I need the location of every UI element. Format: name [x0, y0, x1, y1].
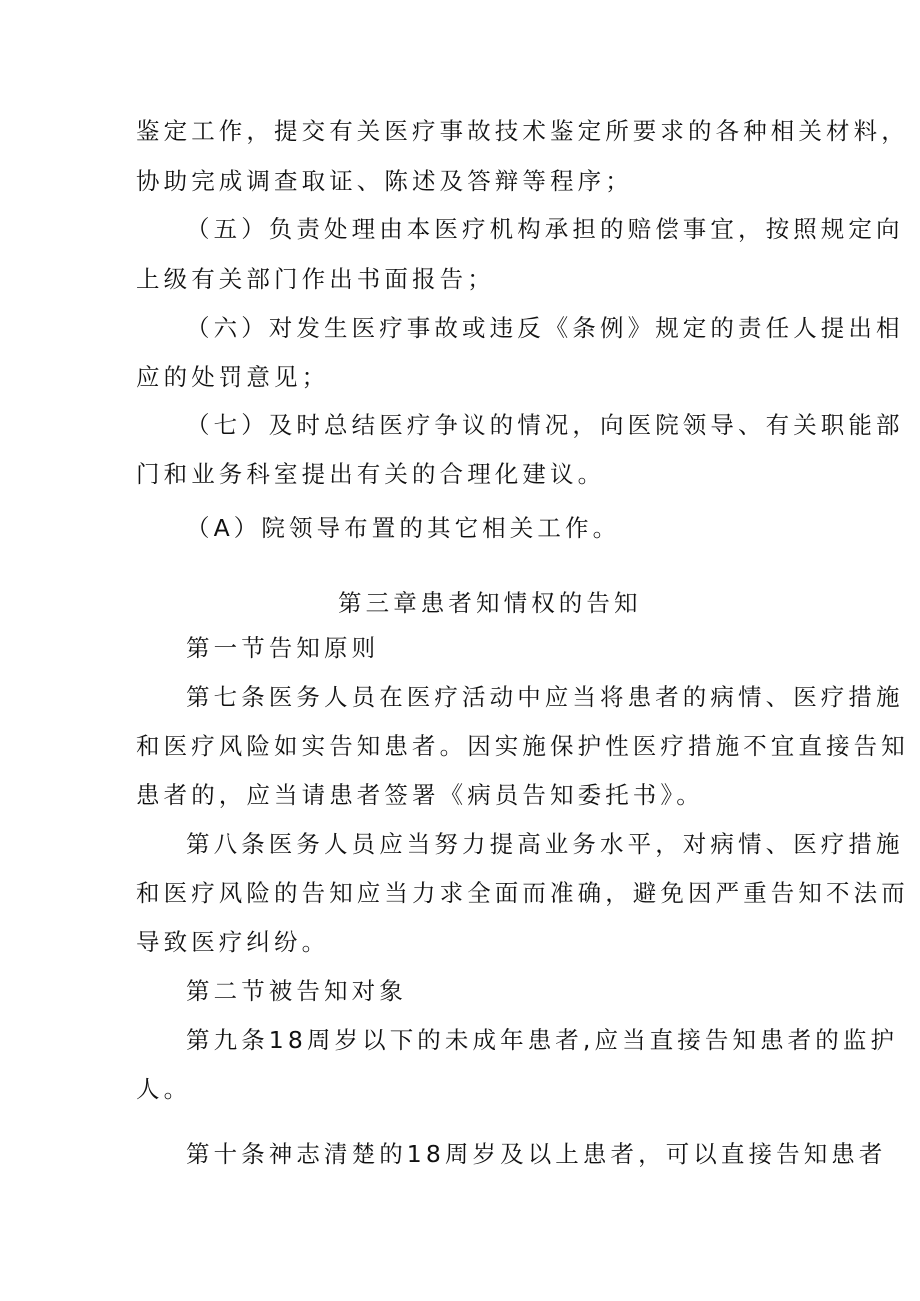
text-line: 第十条神志清楚的18周岁及以上患者，可以直接告知患者 — [186, 1140, 887, 1168]
text-line: （七）及时总结医疗争议的情况，向医院领导、有关职能部 — [186, 411, 904, 439]
text-line: 人。 — [136, 1075, 192, 1103]
section-heading: 第二节被告知对象 — [186, 977, 407, 1005]
text-line: 应的处罚意见； — [136, 363, 330, 391]
text-line: （A）院领导布置的其它相关工作。 — [186, 514, 621, 542]
text-line: 第八条医务人员应当努力提高业务水平，对病情、医疗措施 — [186, 830, 904, 858]
text-line: 协助完成调查取证、陈述及答辩等程序； — [136, 167, 633, 195]
text-line: 鉴定工作，提交有关医疗事故技术鉴定所要求的各种相关材料， — [136, 117, 909, 145]
section-heading: 第一节告知原则 — [186, 634, 380, 662]
text-line: 和医疗风险的告知应当力求全面而准确，避免因严重告知不法而 — [136, 879, 909, 907]
text-line: 导致医疗纠纷。 — [136, 928, 330, 956]
text-line: （五）负责处理由本医疗机构承担的赔偿事宜，按照规定向 — [186, 215, 904, 243]
text-line: 第九条18周岁以下的未成年患者,应当直接告知患者的监护 — [186, 1026, 899, 1054]
text-line: 门和业务科室提出有关的合理化建议。 — [136, 460, 606, 488]
chapter-heading: 第三章患者知情权的告知 — [338, 589, 642, 617]
text-line: 上级有关部门作出书面报告； — [136, 265, 495, 293]
text-line: 第七条医务人员在医疗活动中应当将患者的病情、医疗措施 — [186, 683, 904, 711]
text-line: （六）对发生医疗事故或违反《条例》规定的责任人提出相 — [186, 314, 904, 342]
text-line: 和医疗风险如实告知患者。因实施保护性医疗措施不宜直接告知 — [136, 732, 909, 760]
text-line: 患者的，应当请患者签署《病员告知委托书》。 — [136, 781, 704, 809]
